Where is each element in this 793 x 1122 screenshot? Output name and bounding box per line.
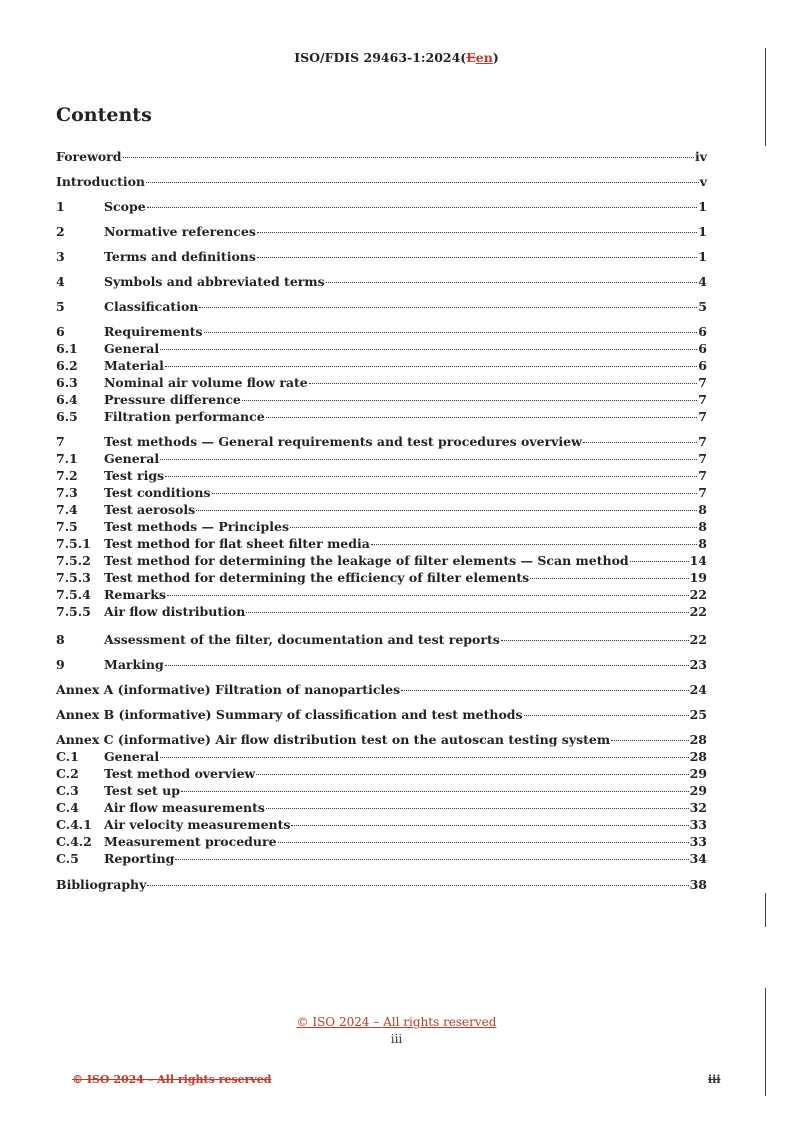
toc-entry[interactable] <box>56 851 707 867</box>
toc-entry-number: C.3 <box>56 783 79 798</box>
footer-page-number: iii <box>390 1032 403 1046</box>
toc-entry-page: 22 <box>689 604 707 619</box>
toc-entry-page: 7 <box>698 451 707 466</box>
toc-entry-page: 4 <box>698 274 707 289</box>
toc-entry[interactable] <box>56 392 707 408</box>
toc-entry[interactable] <box>56 375 707 391</box>
toc-entry-page: 5 <box>698 299 707 314</box>
change-bar <box>765 48 766 146</box>
toc-entry-number: 5 <box>56 299 65 314</box>
toc-entry[interactable] <box>56 707 707 723</box>
contents-heading: Contents <box>56 104 152 126</box>
toc-dot-leader <box>175 859 688 860</box>
toc-entry-page: 6 <box>698 324 707 339</box>
toc-entry-page: 23 <box>689 657 707 672</box>
toc-entry-title: Test method for determining the efficiency of filter elements <box>104 570 530 585</box>
toc-entry-page: 29 <box>689 783 707 798</box>
toc-dot-leader <box>291 825 688 826</box>
toc-entry-number: 7.1 <box>56 451 78 466</box>
toc-entry[interactable] <box>56 199 707 215</box>
toc-entry[interactable] <box>56 274 707 290</box>
toc-entry-number: 8 <box>56 632 65 647</box>
toc-entry-number: 4 <box>56 274 65 289</box>
toc-entry[interactable] <box>56 800 707 816</box>
toc-entry[interactable] <box>56 604 707 620</box>
toc-entry-title: Nominal air volume flow rate <box>104 375 308 390</box>
toc-entry-page: 33 <box>689 834 707 849</box>
toc-entry-number: 7 <box>56 434 65 449</box>
toc-entry-page: 7 <box>698 375 707 390</box>
toc-dot-leader <box>309 383 698 384</box>
toc-entry-title: Test methods — General requirements and test procedures overview <box>104 434 582 449</box>
toc-entry-title: General <box>104 341 160 356</box>
toc-entry[interactable] <box>56 783 707 799</box>
toc-entry-page: 19 <box>689 570 707 585</box>
toc-entry[interactable] <box>56 409 707 425</box>
toc-entry-number: C.4.1 <box>56 817 92 832</box>
toc-entry-title: Test aerosols <box>104 502 196 517</box>
toc-entry-page: 7 <box>698 468 707 483</box>
toc-entry-title: Reporting <box>104 851 175 866</box>
toc-entry-title: Annex B (informative) Summary of classification and test methods <box>56 707 523 722</box>
toc-dot-leader <box>266 417 698 418</box>
toc-entry[interactable] <box>56 451 707 467</box>
toc-dot-leader <box>256 774 688 775</box>
toc-entry-title: Symbols and abbreviated terms <box>104 274 325 289</box>
toc-entry[interactable] <box>56 224 707 240</box>
toc-entry-number: 7.5 <box>56 519 78 534</box>
toc-entry-page: iv <box>694 149 707 164</box>
toc-entry[interactable] <box>56 657 707 673</box>
toc-entry-page: 28 <box>689 732 707 747</box>
toc-dot-leader <box>181 791 689 792</box>
toc-entry-title: Filtration performance <box>104 409 265 424</box>
toc-dot-leader <box>524 715 689 716</box>
toc-entry[interactable] <box>56 341 707 357</box>
toc-entry[interactable] <box>56 749 707 765</box>
document-id: ISO/FDIS 29463-1:2024( <box>294 50 467 65</box>
toc-entry[interactable] <box>56 502 707 518</box>
toc-entry-page: 1 <box>698 199 707 214</box>
toc-entry-number: 7.3 <box>56 485 78 500</box>
toc-entry-title: Test method for determining the leakage of filter elements — Scan method <box>104 553 629 568</box>
toc-entry[interactable] <box>56 682 707 698</box>
document-header <box>0 50 793 65</box>
toc-entry-number: 6.1 <box>56 341 78 356</box>
toc-dot-leader <box>165 665 689 666</box>
toc-dot-leader <box>371 544 697 545</box>
toc-entry[interactable] <box>56 632 707 648</box>
toc-entry-title: Scope <box>104 199 146 214</box>
toc-entry-title: Terms and definitions <box>104 249 256 264</box>
toc-entry-title: Annex A (informative) Filtration of nanoparticles <box>56 682 401 697</box>
toc-entry-title: General <box>104 451 160 466</box>
toc-dot-leader <box>165 476 697 477</box>
toc-dot-leader <box>290 527 697 528</box>
toc-dot-leader <box>199 307 697 308</box>
toc-entry[interactable] <box>56 324 707 340</box>
toc-entry-title: Test method for flat sheet filter media <box>104 536 370 551</box>
change-bar <box>765 893 766 927</box>
toc-entry-title: Air flow measurements <box>104 800 265 815</box>
toc-entry-title: Test set up <box>104 783 180 798</box>
toc-dot-leader <box>160 459 697 460</box>
toc-entry-number: 7.5.1 <box>56 536 91 551</box>
toc-dot-leader <box>278 842 689 843</box>
toc-dot-leader <box>242 400 697 401</box>
toc-entry-number: 7.4 <box>56 502 78 517</box>
toc-entry-number: 6.4 <box>56 392 78 407</box>
toc-entry-page: 6 <box>698 341 707 356</box>
toc-entry[interactable] <box>56 174 707 190</box>
toc-entry-title: Introduction <box>56 174 146 189</box>
toc-dot-leader <box>501 640 689 641</box>
toc-entry-title: General <box>104 749 160 764</box>
toc-entry-number: 6.3 <box>56 375 78 390</box>
toc-dot-leader <box>611 740 689 741</box>
toc-entry-title: Foreword <box>56 149 122 164</box>
toc-entry-page: 7 <box>698 392 707 407</box>
toc-entry-number: 7.5.5 <box>56 604 91 619</box>
toc-entry[interactable] <box>56 149 707 165</box>
toc-entry-page: 34 <box>689 851 707 866</box>
toc-entry-page: 28 <box>689 749 707 764</box>
toc-entry-title: Requirements <box>104 324 203 339</box>
toc-entry-page: 7 <box>698 434 707 449</box>
toc-entry-page: 22 <box>689 587 707 602</box>
toc-dot-leader <box>401 690 688 691</box>
toc-entry-page: 6 <box>698 358 707 373</box>
toc-entry-number: 1 <box>56 199 65 214</box>
toc-entry-page: 25 <box>689 707 707 722</box>
toc-entry-page: 8 <box>698 519 707 534</box>
toc-entry[interactable] <box>56 553 707 569</box>
toc-entry-page: v <box>699 174 707 189</box>
toc-entry-title: Assessment of the filter, documentation and test reports <box>104 632 500 647</box>
toc-entry-title: Air flow distribution <box>104 604 246 619</box>
toc-dot-leader <box>147 885 688 886</box>
toc-entry-title: Test methods — Principles <box>104 519 290 534</box>
toc-dot-leader <box>204 332 698 333</box>
toc-entry[interactable] <box>56 299 707 315</box>
toc-dot-leader <box>246 612 688 613</box>
toc-entry-title: Test conditions <box>104 485 211 500</box>
toc-dot-leader <box>583 442 697 443</box>
toc-entry-title: Bibliography <box>56 877 147 892</box>
toc-entry-title: Measurement procedure <box>104 834 277 849</box>
toc-entry[interactable] <box>56 485 707 501</box>
toc-entry[interactable] <box>56 519 707 535</box>
toc-entry-page: 8 <box>698 502 707 517</box>
toc-entry[interactable] <box>56 732 707 748</box>
toc-entry-title: Test rigs <box>104 468 165 483</box>
toc-entry[interactable] <box>56 358 707 374</box>
toc-entry[interactable] <box>56 570 707 586</box>
toc-entry-title: Annex C (informative) Air flow distribution test on the autoscan testing system <box>56 732 611 747</box>
toc-dot-leader <box>167 595 689 596</box>
footer-page-number-deleted: iii <box>708 1073 721 1086</box>
toc-entry-number: 9 <box>56 657 65 672</box>
toc-entry-page: 38 <box>689 877 707 892</box>
footer-copyright-deleted: © ISO 2024 – All rights reserved <box>72 1073 272 1086</box>
toc-entry-number: C.4.2 <box>56 834 92 849</box>
toc-entry-title: Pressure difference <box>104 392 241 407</box>
toc-entry-number: C.1 <box>56 749 79 764</box>
toc-entry[interactable] <box>56 817 707 833</box>
toc-entry[interactable] <box>56 877 707 893</box>
toc-entry-number: C.2 <box>56 766 79 781</box>
toc-entry-title: Material <box>104 358 164 373</box>
toc-entry[interactable] <box>56 468 707 484</box>
toc-entry-number: 7.5.4 <box>56 587 91 602</box>
toc-entry-page: 29 <box>689 766 707 781</box>
toc-dot-leader <box>266 808 689 809</box>
toc-entry-page: 32 <box>689 800 707 815</box>
toc-dot-leader <box>146 182 699 183</box>
toc-dot-leader <box>630 561 689 562</box>
toc-entry-page: 33 <box>689 817 707 832</box>
toc-dot-leader <box>123 157 694 158</box>
toc-dot-leader <box>257 232 697 233</box>
toc-entry-page: 7 <box>698 485 707 500</box>
toc-entry-number: 2 <box>56 224 65 239</box>
header-close-paren: ) <box>492 50 499 65</box>
toc-entry-number: C.5 <box>56 851 79 866</box>
toc-entry-title: Remarks <box>104 587 166 602</box>
toc-dot-leader <box>196 510 697 511</box>
toc-entry-page: 1 <box>698 249 707 264</box>
toc-entry-title: Normative references <box>104 224 256 239</box>
toc-entry-number: 6.5 <box>56 409 78 424</box>
deleted-language-code: E <box>466 50 476 65</box>
toc-entry-page: 24 <box>689 682 707 697</box>
toc-entry-title: Classification <box>104 299 199 314</box>
toc-entry-page: 7 <box>698 409 707 424</box>
toc-entry-title: Test method overview <box>104 766 256 781</box>
toc-entry[interactable] <box>56 766 707 782</box>
toc-entry-title: Air velocity measurements <box>104 817 291 832</box>
toc-dot-leader <box>160 757 688 758</box>
toc-entry-number: 3 <box>56 249 65 264</box>
toc-dot-leader <box>257 257 697 258</box>
toc-dot-leader <box>326 282 698 283</box>
toc-entry-page: 22 <box>689 632 707 647</box>
inserted-language-code: en <box>475 50 493 65</box>
toc-entry[interactable] <box>56 536 707 552</box>
toc-entry-page: 8 <box>698 536 707 551</box>
toc-entry-number: 7.2 <box>56 468 78 483</box>
toc-entry[interactable] <box>56 434 707 450</box>
toc-entry-title: Marking <box>104 657 164 672</box>
toc-dot-leader <box>165 366 697 367</box>
toc-entry-page: 1 <box>698 224 707 239</box>
toc-entry-number: 7.5.2 <box>56 553 91 568</box>
toc-entry[interactable] <box>56 587 707 603</box>
toc-entry[interactable] <box>56 834 707 850</box>
toc-entry-number: 6 <box>56 324 65 339</box>
toc-dot-leader <box>212 493 698 494</box>
toc-dot-leader <box>147 207 698 208</box>
toc-dot-leader <box>160 349 697 350</box>
toc-entry[interactable] <box>56 249 707 265</box>
toc-dot-leader <box>530 578 688 579</box>
footer-copyright-inserted: © ISO 2024 – All rights reserved <box>296 1015 497 1029</box>
toc-entry-number: 6.2 <box>56 358 78 373</box>
toc-entry-number: 7.5.3 <box>56 570 91 585</box>
toc-entry-number: C.4 <box>56 800 79 815</box>
toc-entry-page: 14 <box>689 553 707 568</box>
